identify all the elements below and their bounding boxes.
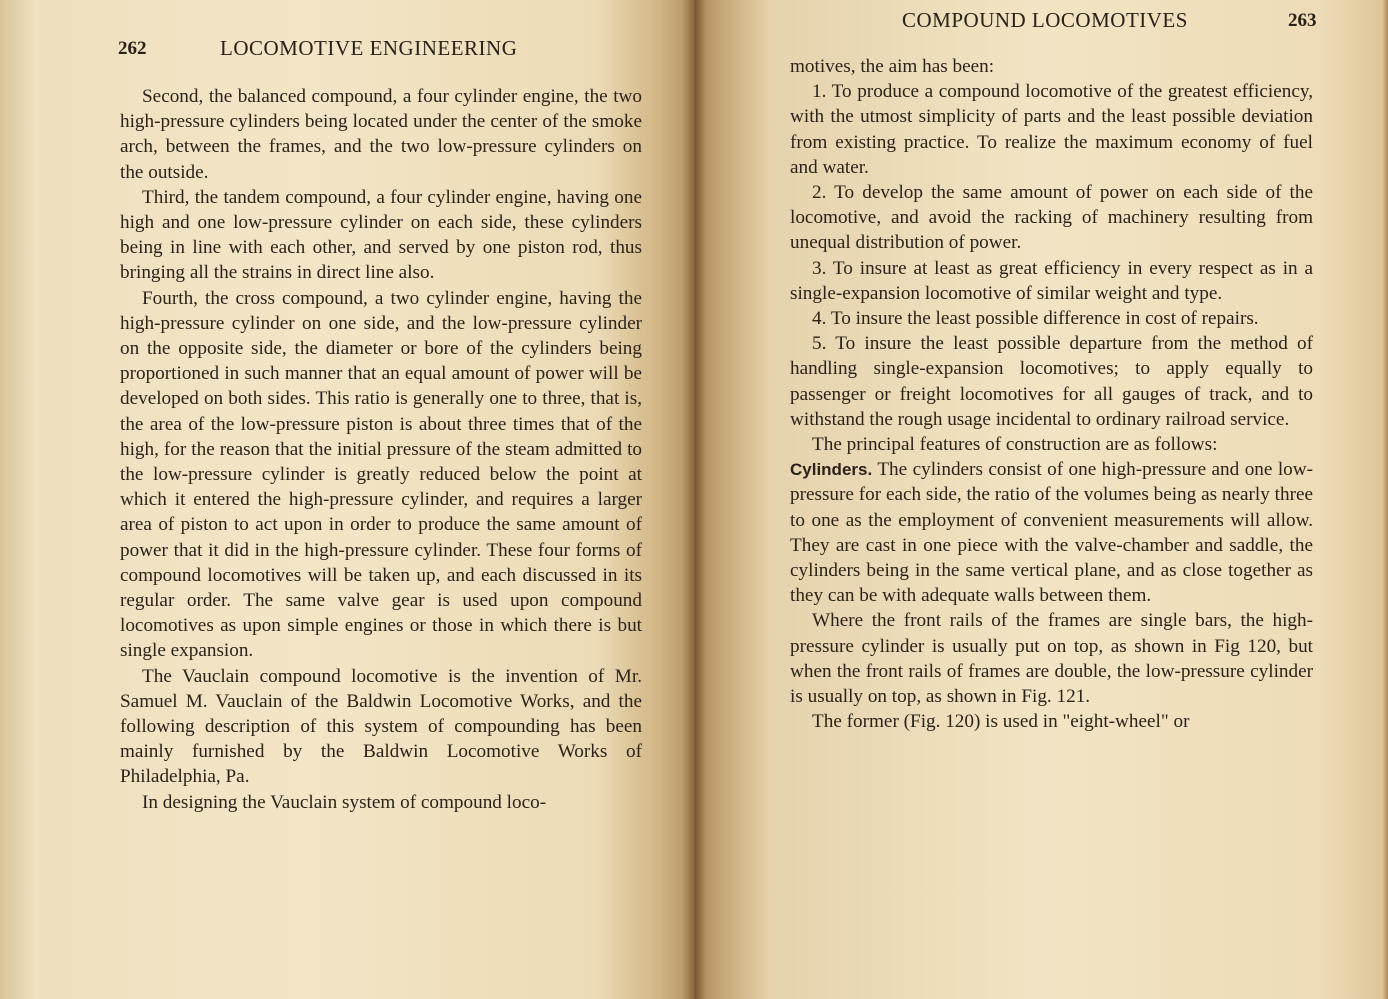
page-edge — [1382, 0, 1388, 999]
numbered-aim — [790, 331, 1313, 432]
aim-text: To insure the least possible difference in cost of repairs. — [830, 308, 1259, 330]
aim-text: To develop the same amount of power on each side of the locomotive, and avoid the racking of machinery resulting from unequal distribution of power. — [790, 182, 1313, 254]
paragraph: Third, the tandem compound, a four cylinder engine, having one high and one low-pressure cylinder on each side, these cylinders being in line with each other, and served by one piston rod, thus bringing all the strains in direct line also. — [120, 186, 642, 284]
aim-text: To insure the least possible departure from the method of handling single-expansion locomotives; to apply equally to passenger or freight locomotives for all gauges of track, and to withstand the rough usage incidental to ordinary railroad service. — [790, 333, 1313, 430]
running-head-left: LOCOMOTIVE ENGINEERING — [220, 36, 518, 60]
left-page-body — [120, 84, 642, 815]
paragraph: Second, the balanced compound, a four cylinder engine, the two high-pressure cylinders being located under the center of the smoke arch, between the frames, and the two low-pressure cylinders on the outside. — [120, 86, 642, 183]
aim-number: 4. — [812, 308, 827, 330]
paragraph: In designing the Vauclain system of compound loco- — [142, 791, 547, 813]
paragraph: The former (Fig. 120) is used in "eight-wheel" or — [812, 711, 1190, 733]
aim-number: 2. — [812, 182, 827, 204]
book-gutter — [682, 0, 706, 999]
page-number-left: 262 — [118, 38, 147, 59]
numbered-aim — [790, 79, 1313, 180]
section-heading-cylinders: Cylinders. — [790, 460, 873, 480]
cylinders-text: The cylinders consist of one high-pressure and one low-pressure for each side, the ratio of the volumes being as nearly three to one as the employment of convenient measurements will allow. They are cast in one piece with the valve-chamber and saddle, the cylinders being in the same vertical plane, and as close together as they can be with adequate walls between them. — [790, 459, 1314, 607]
paragraph: Fourth, the cross compound, a two cylinder engine, having the high-pressure cylinder on one side, and the low-pressure cylinder on the opposite side, the diameter or bore of the cylinders being proportioned in such manner that an equal amount of power will be developed on both sides. This ratio is generally one to three, that is, the area of the low-pressure piston is about three times that of the high, for the reason that the initial pressure of the steam admitted to the low-pressure cylinder is greatly reduced below the point at which it entered the high-pressure cylinder, and requires a larger area of piston to act upon in order to produce the same amount of power that it did in the high-pressure cylinder. These four forms of compound locomotives will be taken up, and each discussed in its regular order. The same valve gear is used upon compound locomotives as upon simple engines or those in which there is but single expansion. — [120, 287, 642, 662]
right-page-body — [790, 54, 1313, 734]
aim-number: 1. — [812, 81, 827, 103]
page-number-right: 263 — [1288, 10, 1317, 31]
right-page — [694, 0, 1388, 999]
paragraph: motives, the aim has been: — [790, 56, 995, 77]
aim-text: To insure at least as great efficiency in every respect as in a single-expansion locomotive of similar weight and type. — [790, 257, 1314, 304]
cylinders-paragraph — [790, 457, 1313, 608]
aim-number: 5. — [812, 333, 827, 355]
paragraph: The Vauclain compound locomotive is the invention of Mr. Samuel M. Vauclain of the Baldwin Locomotive Works, and the following description of this system of compounding has been mainly furnished by the Baldwin Locomotive Works of Philadelphia, Pa. — [120, 665, 642, 788]
numbered-aim — [790, 256, 1313, 306]
paragraph: The principal features of construction are as follows: — [812, 434, 1218, 456]
numbered-aim — [790, 180, 1313, 256]
paragraph: Where the front rails of the frames are single bars, the high-pressure cylinder is usually put on top, as shown in Fig 120, but when the front rails of frames are double, the low-pressure cylinder is usually on top, as shown in Fig. 121. — [790, 610, 1313, 708]
aim-number: 3. — [812, 257, 827, 279]
aim-text: To produce a compound locomotive of the greatest efficiency, with the utmost simplicity of parts and the least possible deviation from existing practice. To realize the maximum economy of fuel and water. — [790, 81, 1313, 178]
numbered-aim — [790, 306, 1313, 331]
running-head-right: COMPOUND LOCOMOTIVES — [902, 8, 1188, 32]
